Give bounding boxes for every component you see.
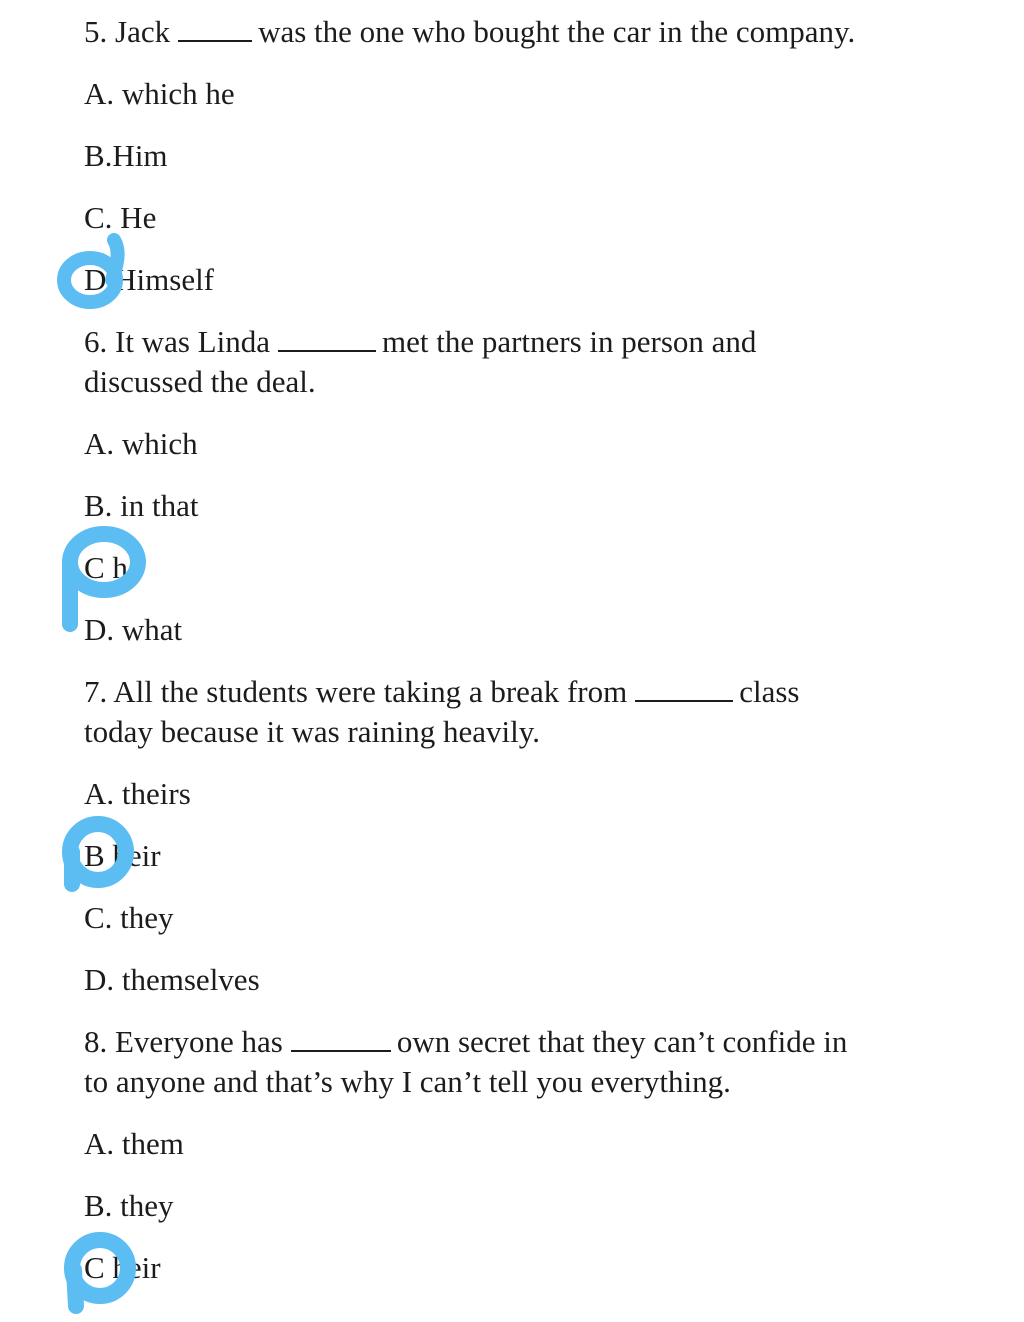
question-8-option-a: A. them [84,1126,184,1161]
question-6-option-c: C ho [84,550,144,585]
question-8-option-b: B. they [84,1188,174,1223]
question-6-blank [278,326,376,352]
question-6-stem [84,324,756,360]
question-6-option-b: B. in that [84,488,199,523]
question-8-option-c: C heir [84,1250,161,1285]
question-8-stem [84,1024,847,1060]
question-7-stem [84,674,799,710]
question-5-option-c: C. He [84,200,157,235]
question-7-lead: 7. All the students were taking a break from [84,674,628,709]
cut-off-line [84,1306,384,1322]
question-5-stem [84,14,855,50]
question-7-stem-line2: today because it was raining heavily. [84,714,540,749]
question-7-option-c: C. they [84,900,174,935]
question-5-option-a: A. which he [84,76,235,111]
question-8-blank [291,1026,391,1052]
question-5-blank [178,16,252,42]
question-8-stem-line2: to anyone and that’s why I can’t tell you everything. [84,1064,731,1099]
question-5-lead: 5. Jack [84,14,171,49]
question-7-option-b: B heir [84,838,161,873]
question-6-stem-line2: discussed the deal. [84,364,316,399]
question-5-option-d: D Himself [84,262,215,297]
question-6-option-d: D. what [84,612,183,647]
question-6-option-a: A. which [84,426,198,461]
question-7-blank [635,676,733,702]
question-7-option-d: D. themselves [84,962,260,997]
question-6-lead: 6. It was Linda [84,324,270,359]
cut-off-glyph-tops [84,1318,384,1322]
question-6-tail: met the partners in person and [381,324,757,359]
question-5-option-b: B.Him [84,138,168,173]
question-5-tail: was the one who bought the car in the company. [258,14,856,49]
question-8-lead: 8. Everyone has [84,1024,283,1059]
question-8-tail: own secret that they can’t confide in [396,1024,848,1059]
question-7-tail: class [739,674,800,709]
question-7-option-a: A. theirs [84,776,191,811]
